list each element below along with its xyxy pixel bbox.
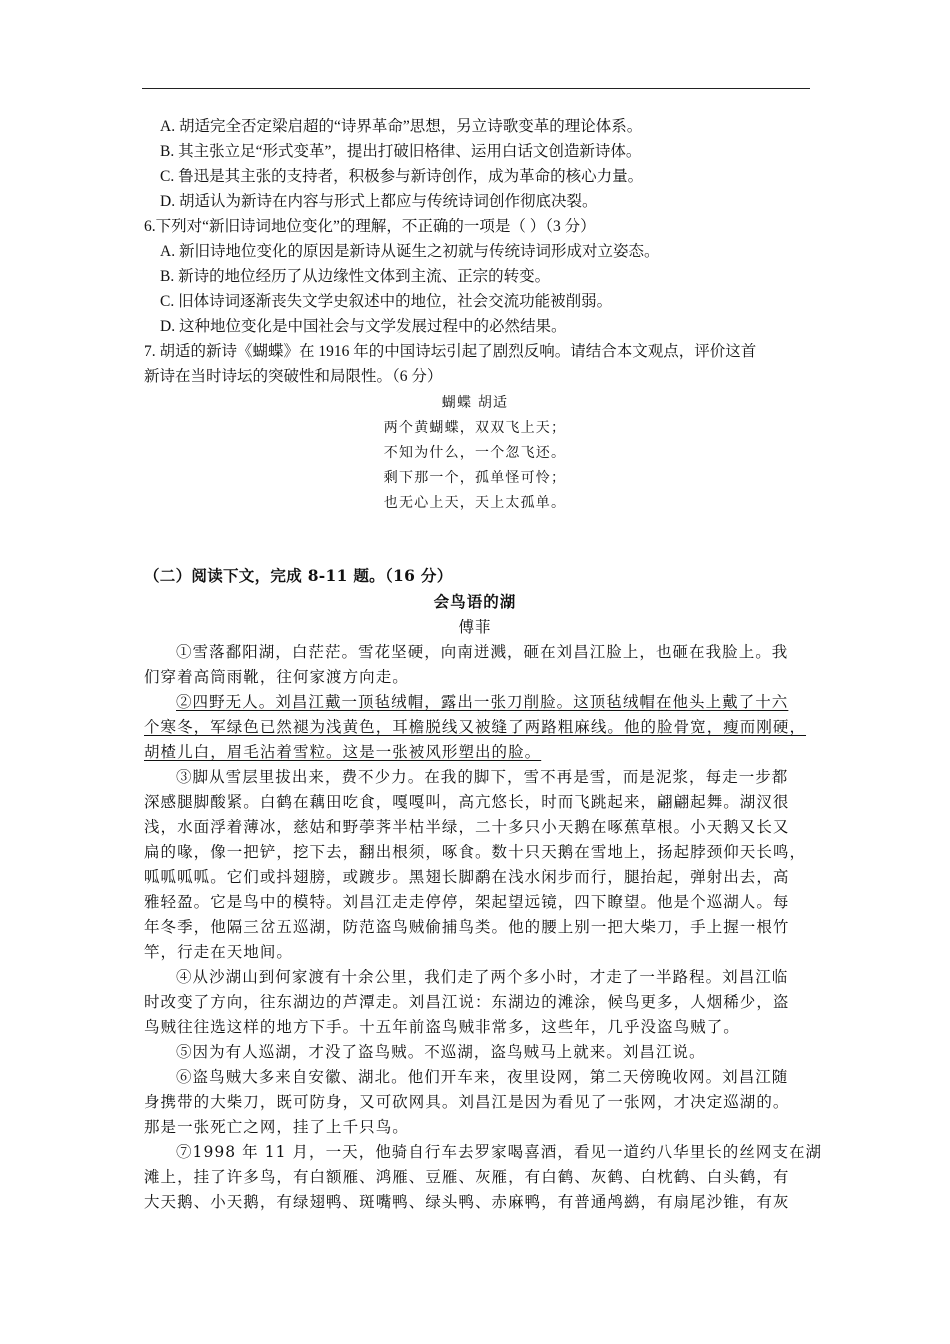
article-line-underlined: ②四野无人。刘昌江戴一顶毡绒帽，露出一张刀削脸。这顶毡绒帽在他头上戴了十六 — [176, 693, 789, 711]
q6-option-b: B. 新诗的地位经历了从边缘性文体到主流、正宗的转变。 — [160, 268, 551, 285]
article-line: 滩上，挂了许多鸟，有白额雁、鸿雁、豆雁、灰雁，有白鹤、灰鹤、白枕鹤、白头鹤，有 — [144, 1168, 790, 1186]
q5-option-c: C. 鲁迅是其主张的支持者，积极参与新诗创作，成为革命的核心力量。 — [160, 168, 644, 185]
article-line: ⑥盗鸟贼大多来自安徽、湖北。他们开车来，夜里设网，第二天傍晚收网。刘昌江随 — [176, 1068, 789, 1086]
section-heading: （二）阅读下文，完成 8-11 题。（16 分） — [144, 566, 453, 585]
article-line-underlined: 胡楂儿白，眉毛沾着雪粒。这是一张被风形塑出的脸。 — [144, 743, 542, 761]
q5-option-d: D. 胡适认为新诗在内容与形式上都应与传统诗词创作彻底决裂。 — [160, 193, 598, 210]
article-line: 那是一张死亡之网，挂了上千只鸟。 — [144, 1118, 409, 1136]
article-line: 大天鹅、小天鹅，有绿翅鸭、斑嘴鸭、绿头鸭、赤麻鸭，有普通鸬鹚，有扇尾沙锥，有灰 — [144, 1193, 790, 1211]
q7-stem-line2: 新诗在当时诗坛的突破性和局限性。（6 分） — [144, 368, 443, 385]
article-line: ⑦1998 年 11 月，一天，他骑自行车去罗家喝喜酒，看见一道约八华里长的丝网支在湖 — [176, 1143, 823, 1161]
article-line: 扁的喙，像一把铲，挖下去，翻出根须，啄食。数十只天鹅在雪地上，扬起脖颈仰天长鸣， — [144, 843, 807, 861]
article-line: ③脚从雪层里拔出来，费不少力。在我的脚下，雪不再是雪，而是泥浆，每走一步都 — [176, 768, 789, 786]
article-line: 时改变了方向，往东湖边的芦潭走。刘昌江说：东湖边的滩涂，候鸟更多，人烟稀少，盗 — [144, 993, 790, 1011]
q6-stem: 6.下列对“新旧诗词地位变化”的理解，不正确的一项是（ ）（3 分） — [144, 218, 596, 235]
article-line: 鸟贼往往选这样的地方下手。十五年前盗鸟贼非常多，这些年，几乎没盗鸟贼了。 — [144, 1018, 740, 1036]
article-line: ④从沙湖山到何家渡有十余公里，我们走了两个多小时，才走了一半路程。刘昌江临 — [176, 968, 789, 986]
poem-line: 也无心上天，天上太孤单。 — [383, 495, 567, 511]
article-line: 雅轻盈。它是鸟中的模特。刘昌江走走停停，架起望远镜，四下瞭望。他是个巡湖人。每 — [144, 893, 790, 911]
q6-option-c: C. 旧体诗词逐渐丧失文学史叙述中的地位，社会交流功能被削弱。 — [160, 293, 613, 310]
header-rule — [142, 88, 810, 89]
poem-line: 不知为什么，一个忽飞还。 — [383, 445, 567, 461]
article-author: 傅菲 — [458, 618, 492, 636]
q6-option-d: D. 这种地位变化是中国社会与文学发展过程中的必然结果。 — [160, 318, 567, 335]
q5-option-b: B. 其主张立足“形式变革”，提出打破旧格律、运用白话文创造新诗体。 — [160, 143, 642, 160]
article-line: 年冬季，他隔三岔五巡湖，防范盗鸟贼偷捕鸟类。他的腰上别一把大柴刀，手上握一根竹 — [144, 918, 790, 936]
article-line-underlined: 个寒冬，军绿色已然褪为浅黄色，耳檐脱线又被缝了两路粗麻线。他的脸骨宽，瘦而刚硬， — [144, 718, 807, 736]
article-line: 浅，水面浮着薄冰，慈姑和野荸荠半枯半绿，二十多只小天鹅在啄蕉草根。小天鹅又长又 — [144, 818, 790, 836]
poem-line: 两个黄蝴蝶，双双飞上天； — [383, 420, 567, 436]
article-line: ⑤因为有人巡湖，才没了盗鸟贼。不巡湖，盗鸟贼马上就来。刘昌江说。 — [176, 1043, 706, 1061]
article-line: 们穿着高筒雨靴，往何家渡方向走。 — [144, 668, 409, 686]
q6-option-a: A. 新旧诗地位变化的原因是新诗从诞生之初就与传统诗词形成对立姿态。 — [160, 243, 660, 260]
article-line: 深感腿脚酸紧。白鹤在藕田吃食，嘎嘎叫，高亢悠长，时而飞跳起来，翩翩起舞。湖汊很 — [144, 793, 790, 811]
poem-line: 剩下那一个，孤单怪可怜； — [383, 470, 567, 486]
poem-title: 蝴蝶 胡适 — [441, 395, 509, 411]
article-title: 会鸟语的湖 — [433, 592, 517, 611]
article-line: 呱呱呱呱。它们或抖翅膀，或踱步。黑翅长脚鹬在浅水闲步而行，腿抬起，弹射出去，高 — [144, 868, 790, 886]
article-line: ①雪落鄱阳湖，白茫茫。雪花坚硬，向南迸溅，砸在刘昌江脸上，也砸在我脸上。我 — [176, 643, 789, 661]
article-line: 竿，行走在天地间。 — [144, 943, 293, 961]
q5-option-a: A. 胡适完全否定梁启超的“诗界革命”思想，另立诗歌变革的理论体系。 — [160, 118, 643, 135]
q7-stem-line1: 7. 胡适的新诗《蝴蝶》在 1916 年的中国诗坛引起了剧烈反响。请结合本文观点，评价这首 — [144, 343, 757, 360]
article-line: 身携带的大柴刀，既可防身，又可砍网具。刘昌江是因为看见了一张网，才决定巡湖的。 — [144, 1093, 790, 1111]
